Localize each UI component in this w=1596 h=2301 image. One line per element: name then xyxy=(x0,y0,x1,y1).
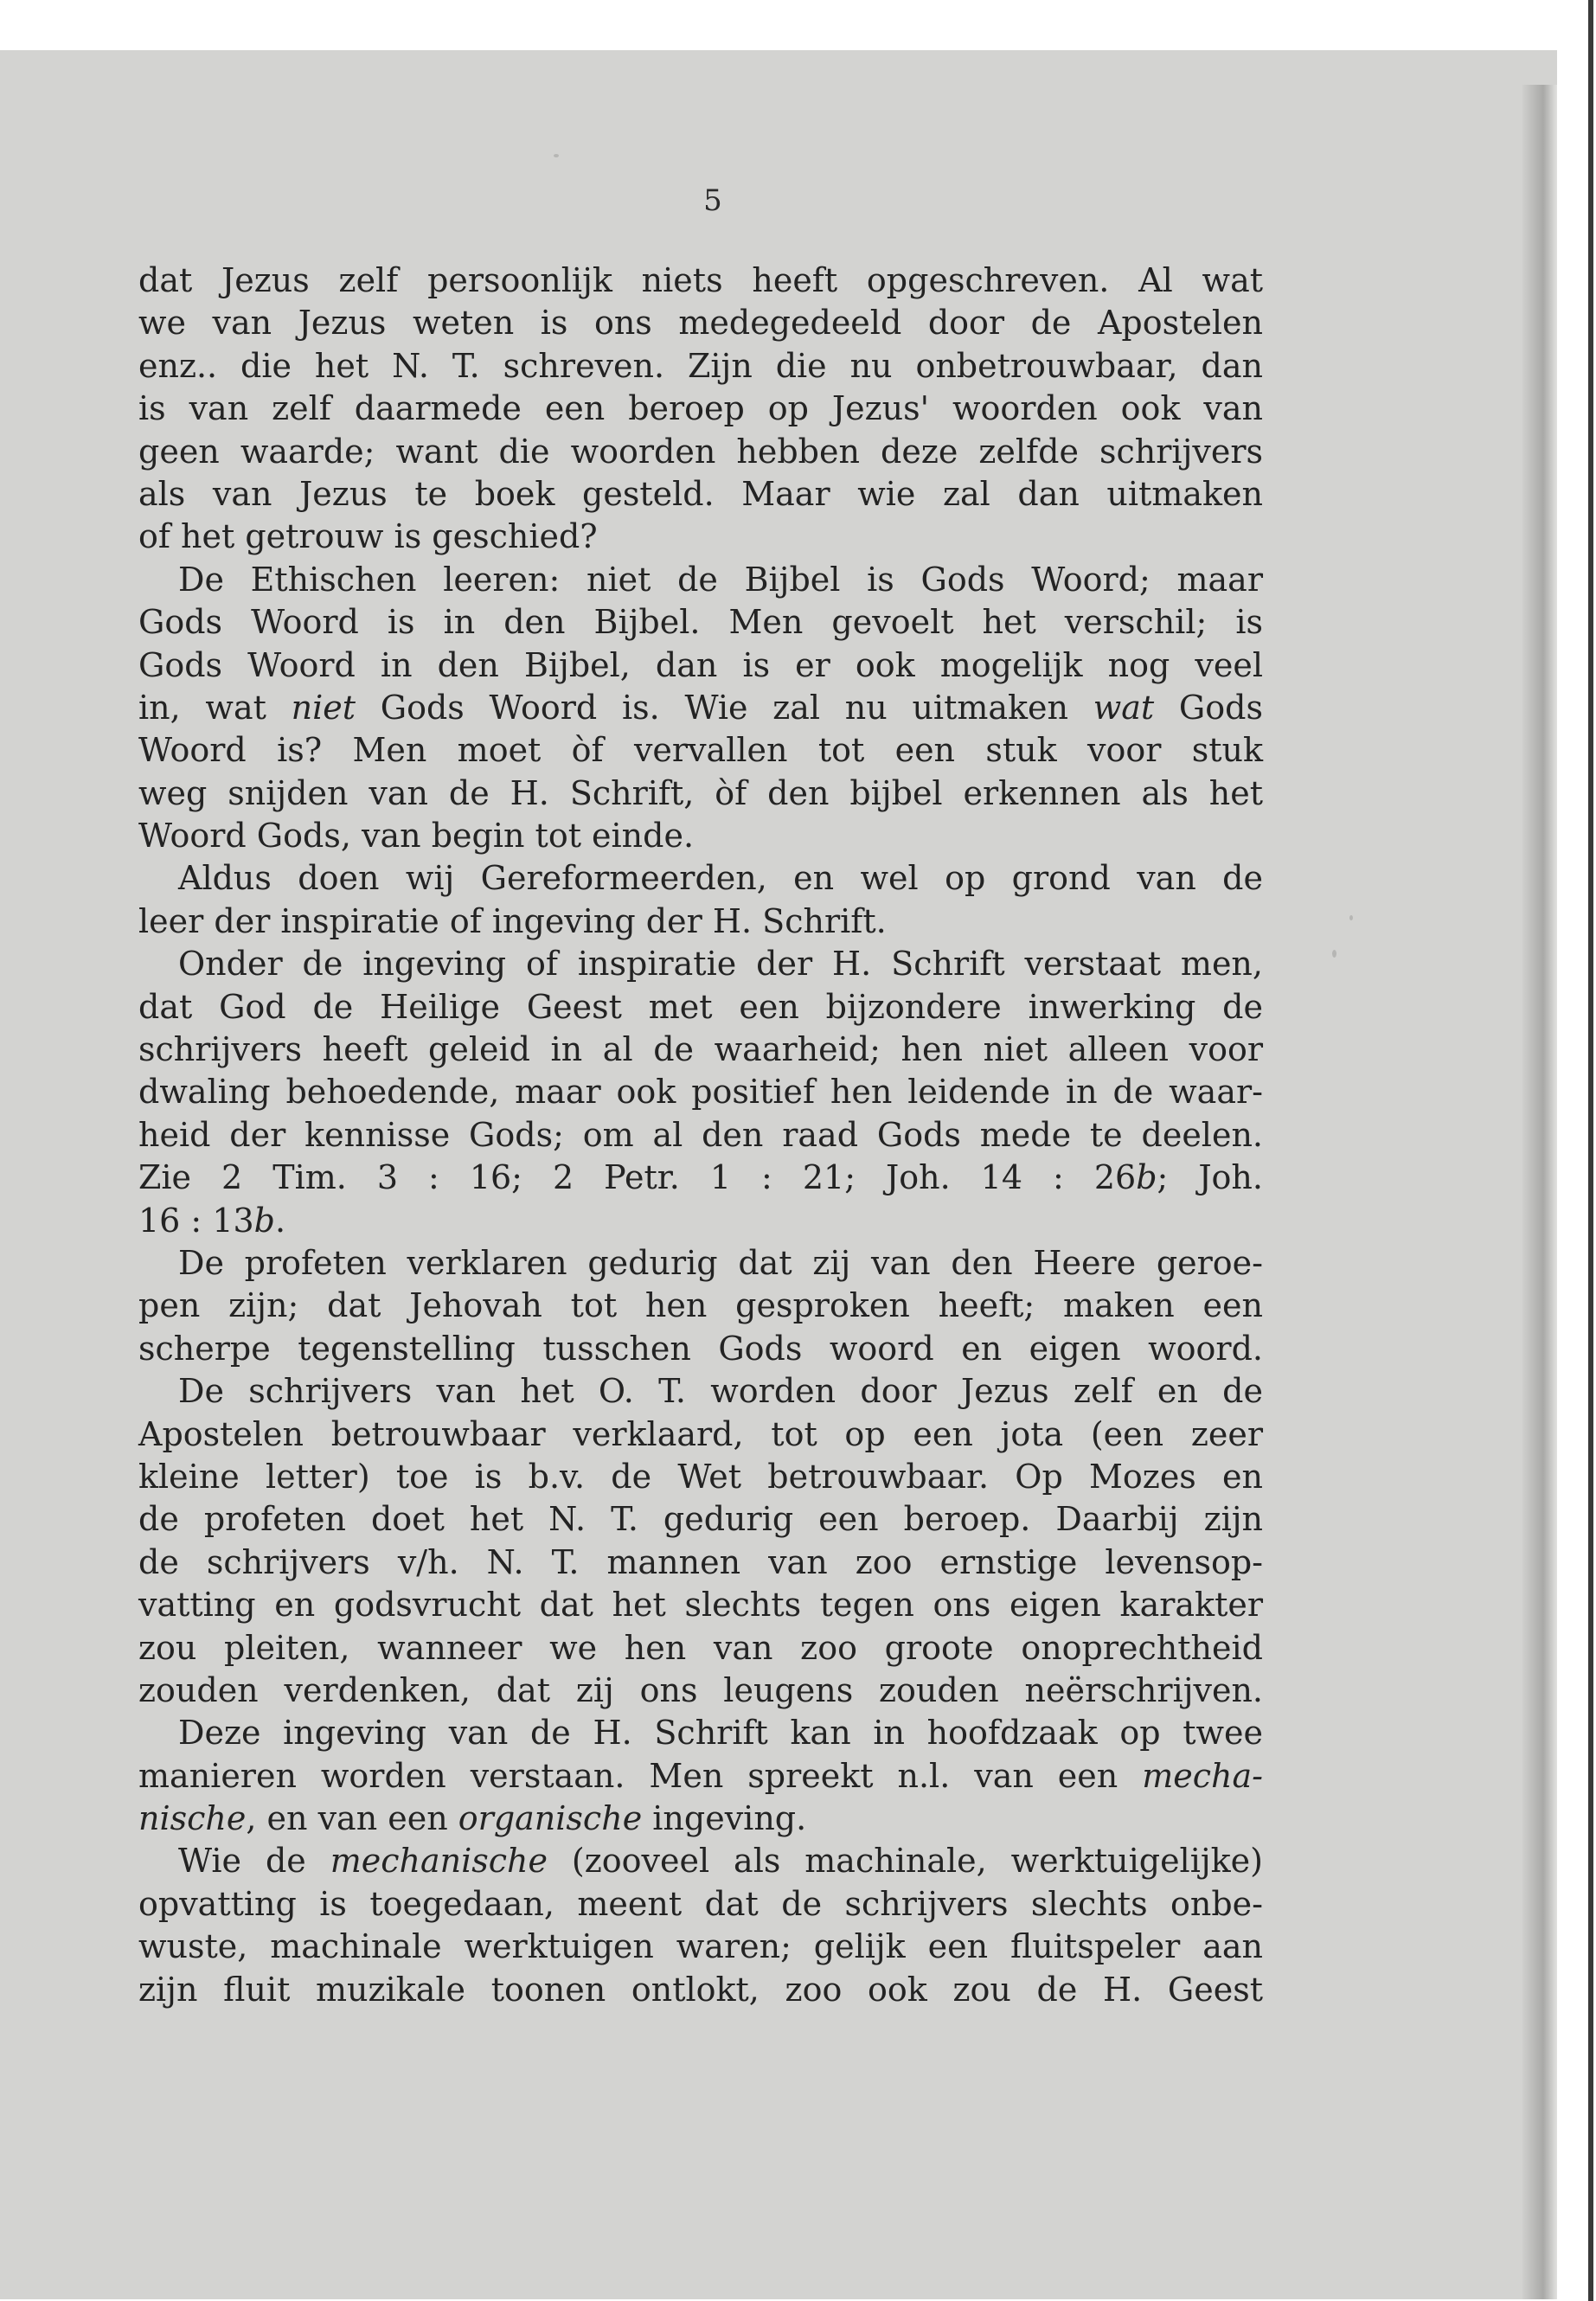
text-run: ; Joh. xyxy=(1157,1158,1263,1197)
text-run: Woord is? Men moet òf vervallen tot een stuk voor stuk xyxy=(138,731,1263,770)
italic-text: organische xyxy=(458,1799,643,1838)
text-line xyxy=(138,943,1263,985)
text-run: . xyxy=(275,1201,286,1240)
text-line xyxy=(138,1712,1263,1754)
text-line xyxy=(138,431,1263,473)
text-run: is van zelf daarmede een beroep op Jezus' woorden ook van xyxy=(138,389,1263,428)
text-run: opvatting is toegedaan, meent dat de schrijvers slechts onbe- xyxy=(138,1884,1263,1923)
text-line xyxy=(138,729,1263,772)
text-run: scherpe tegenstelling tusschen Gods woord en eigen woord. xyxy=(138,1329,1263,1368)
text-line xyxy=(138,1456,1263,1498)
text-line xyxy=(138,1584,1263,1626)
body-text xyxy=(138,260,1263,2011)
text-run: in, wat xyxy=(138,688,292,727)
text-run: manieren worden verstaan. Men spreekt n.l. van een xyxy=(138,1756,1143,1795)
text-run: of het getrouw is geschied? xyxy=(138,517,598,556)
text-run: geen waarde; want die woorden hebben deze zelfde schrijvers xyxy=(138,432,1263,471)
italic-text: wat xyxy=(1093,688,1155,727)
text-line xyxy=(138,1157,1263,1199)
text-run: heid der kennisse Gods; om al den raad Gods mede te deelen. xyxy=(138,1115,1263,1154)
text-line xyxy=(138,345,1263,388)
italic-text: mechanische xyxy=(330,1842,548,1881)
text-line xyxy=(138,260,1263,302)
text-line xyxy=(138,1755,1263,1798)
text-run: Apostelen betrouwbaar verklaard, tot op een jota (een zeer xyxy=(138,1414,1263,1453)
paper-speck xyxy=(1332,950,1336,958)
text-line xyxy=(138,559,1263,601)
italic-text: niet xyxy=(291,688,356,727)
text-line xyxy=(138,772,1263,815)
text-line xyxy=(138,1498,1263,1541)
text-run: ingeving. xyxy=(642,1799,807,1838)
text-line xyxy=(138,1242,1263,1285)
text-run: Wie de xyxy=(178,1842,330,1881)
text-line xyxy=(138,1541,1263,1584)
text-line xyxy=(138,1883,1263,1926)
text-line xyxy=(138,1969,1263,2011)
text-run: zijn fluit muzikale toonen ontlokt, zoo ook zou de H. Geest xyxy=(138,1970,1263,2009)
text-line xyxy=(138,1627,1263,1670)
text-run: dwaling behoedende, maar ook positief hen leidende in de waar- xyxy=(138,1073,1263,1112)
text-line xyxy=(138,1840,1263,1882)
text-run: wuste, machinale werktuigen waren; gelijk een fluitspeler aan xyxy=(138,1927,1263,1966)
italic-text: b xyxy=(1136,1158,1157,1197)
text-line xyxy=(138,1413,1263,1456)
text-run: dat God de Heilige Geest met een bijzondere inwerking de xyxy=(138,987,1263,1026)
text-line xyxy=(138,644,1263,687)
text-run: vatting en godsvrucht dat het slechts tegen ons eigen karakter xyxy=(138,1586,1263,1625)
text-line xyxy=(138,601,1263,644)
text-run: de schrijvers v/h. N. T. mannen van zoo ernstige levensop- xyxy=(138,1542,1263,1581)
text-run: leer der inspiratie of ingeving der H. Schrift. xyxy=(138,901,887,940)
text-run: 16 : 13 xyxy=(138,1201,254,1240)
text-line xyxy=(138,1370,1263,1413)
text-line xyxy=(138,1328,1263,1370)
text-line xyxy=(138,815,1263,857)
text-line xyxy=(138,388,1263,430)
text-line xyxy=(138,302,1263,344)
text-run: Gods Woord is. Wie zal nu uitmaken xyxy=(356,688,1093,727)
text-line xyxy=(138,1926,1263,1968)
text-line xyxy=(138,1114,1263,1157)
text-line xyxy=(138,986,1263,1029)
text-run: De Ethischen leeren: niet de Bijbel is Gods Woord; maar xyxy=(178,560,1263,599)
text-line xyxy=(138,1285,1263,1327)
text-run: enz.. die het N. T. schreven. Zijn die nu onbetrouwbaar, dan xyxy=(138,346,1263,385)
text-run: pen zijn; dat Jehovah tot hen gesproken heeft; maken een xyxy=(138,1286,1263,1325)
text-run: Gods Woord in den Bijbel, dan is er ook mogelijk nog veel xyxy=(138,645,1263,684)
italic-text: mecha- xyxy=(1142,1756,1263,1795)
text-run: kleine letter) toe is b.v. de Wet betrouwbaar. Op Mozes en xyxy=(138,1457,1263,1496)
text-line xyxy=(138,857,1263,900)
text-line xyxy=(138,473,1263,516)
text-run: als van Jezus te boek gesteld. Maar wie zal dan uitmaken xyxy=(138,474,1263,513)
text-run: weg snijden van de H. Schrift, òf den bijbel erkennen als het xyxy=(138,773,1263,812)
text-run: Woord Gods, van begin tot einde. xyxy=(138,817,695,856)
text-run: , en van een xyxy=(246,1799,458,1838)
paper-speck xyxy=(554,154,559,157)
text-run: zou pleiten, wanneer we hen van zoo groote onoprechtheid xyxy=(138,1628,1263,1667)
paper-speck xyxy=(1349,915,1353,920)
text-run: we van Jezus weten is ons medegedeeld door de Apostelen xyxy=(138,304,1263,343)
text-line xyxy=(138,1029,1263,1071)
text-run: Deze ingeving van de H. Schrift kan in hoofdzaak op twee xyxy=(178,1714,1263,1753)
page-edge-shadow xyxy=(1522,85,1557,2299)
text-run: (zooveel als machinale, werktuigelijke) xyxy=(548,1842,1263,1881)
text-run: Onder de ingeving of inspiratie der H. Schrift verstaat men, xyxy=(178,945,1263,984)
text-run: Gods xyxy=(1154,688,1263,727)
text-line xyxy=(138,1798,1263,1840)
text-run: De profeten verklaren gedurig dat zij van den Heere geroe- xyxy=(178,1243,1263,1282)
text-line xyxy=(138,516,1263,558)
text-run: de profeten doet het N. T. gedurig een beroep. Daarbij zijn xyxy=(138,1500,1263,1539)
italic-text: b xyxy=(253,1201,275,1240)
text-line xyxy=(138,901,1263,943)
text-run: Gods Woord is in den Bijbel. Men gevoelt het verschil; is xyxy=(138,603,1263,642)
text-line xyxy=(138,1071,1263,1113)
text-run: Zie 2 Tim. 3 : 16; 2 Petr. 1 : 21; Joh. 14 : 26 xyxy=(138,1158,1137,1197)
text-run: dat Jezus zelf persoonlijk niets heeft opgeschreven. Al wat xyxy=(138,261,1263,299)
text-run: schrijvers heeft geleid in al de waarheid; hen niet alleen voor xyxy=(138,1030,1263,1069)
text-line xyxy=(138,1200,1263,1242)
text-run: De schrijvers van het O. T. worden door Jezus zelf en de xyxy=(178,1372,1263,1411)
scan-border-line xyxy=(1588,0,1593,2301)
page-number: 5 xyxy=(703,183,722,218)
text-run: Aldus doen wij Gereformeerden, en wel op grond van de xyxy=(178,859,1263,898)
italic-text: nische xyxy=(138,1799,247,1838)
text-line xyxy=(138,1670,1263,1712)
text-run: zouden verdenken, dat zij ons leugens zouden neërschrijven. xyxy=(138,1670,1263,1709)
text-line xyxy=(138,687,1263,729)
